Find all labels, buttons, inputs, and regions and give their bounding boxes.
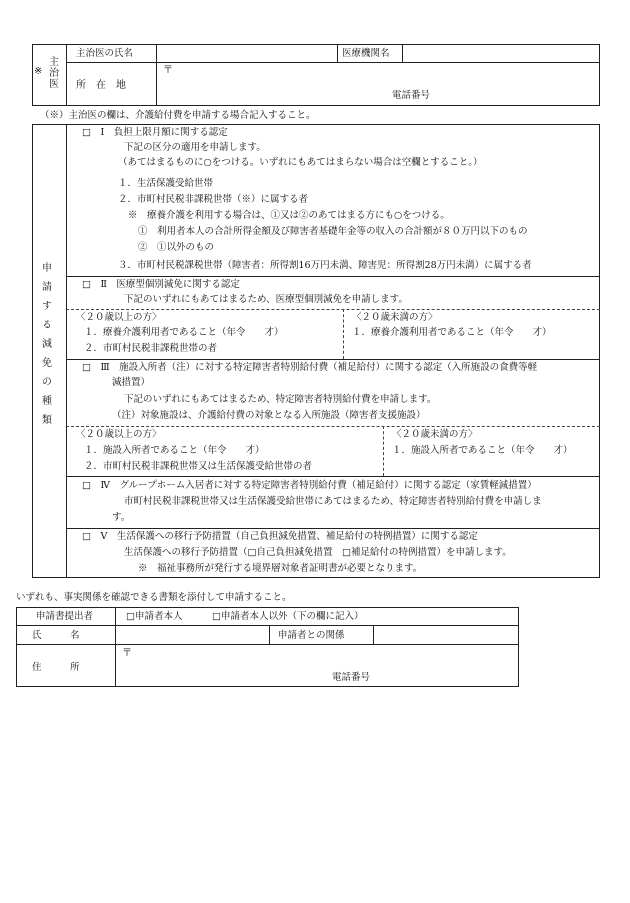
s1-heading: □ Ⅰ 負担上限月額に関する認定 (82, 127, 228, 138)
doctor-postal-mark: 〒 (163, 65, 173, 76)
s1-note: ※ 療養介護を利用する場合は、①又は②のあてはまる方にも○をつける。 (128, 210, 450, 221)
submitter-address-label: 住 所 (32, 662, 80, 673)
s3-under20: 〈２０歳未満の方〉 (392, 429, 478, 440)
doctor-institution-label: 医療機関名 (342, 48, 390, 59)
submitter-label: 申請書提出者 (36, 611, 94, 622)
s3-under20-1: １．施設入所者であること（年令 才） (392, 445, 573, 456)
s5-note: ※ 福祉事務所が発行する境界層対象者証明書が必要となります。 (138, 563, 423, 574)
doctor-side-label: 主治医 (46, 56, 58, 89)
submitter-postal-mark: 〒 (122, 648, 132, 659)
s2-over20: 〈２０歳以上の方〉 (76, 312, 162, 323)
s3-over20: 〈２０歳以上の方〉 (76, 429, 162, 440)
s1-item3: ３．市町村民税課税世帯（障害者：所得割16万円未満、障害児：所得割28万円未満）に属する者 (118, 260, 532, 271)
s5-heading: □ Ⅴ 生活保護への移行予防措置（自己負担減免措置、補足給付の特例措置）に関する認定 (82, 531, 478, 542)
s1-opt1: ① 利用者本人の合計所得金額及び障害者基礎年金等の収入の合計額が８０万円以下のもの (138, 226, 528, 237)
s1-item2: ２．市町村民税非課税世帯（※）に属する者 (118, 194, 309, 205)
s4-line2: す。 (112, 512, 131, 523)
reduction-side-label: 申請する減免の種類 (39, 262, 51, 433)
s2-under20: 〈２０歳未満の方〉 (352, 312, 438, 323)
s4-line1: 市町村民税非課税世帯又は生活保護受給世帯にあてはまるため、特定障害者特別給付費を申請しま (124, 496, 542, 507)
s1-item1: １．生活保護受給世帯 (118, 178, 214, 189)
attach-note: いずれも、事実関係を確認できる書類を添付して申請すること。 (16, 592, 292, 603)
s2-under20-1: １．療養介護利用者であること（年令 才） (352, 327, 552, 338)
doctor-name-label: 主治医の氏名 (76, 48, 134, 59)
s2-over20-1: １．療養介護利用者であること（年令 才） (84, 327, 284, 338)
s2-heading: □ Ⅱ 医療型個別減免に関する認定 (82, 279, 240, 290)
submitter-opt-self[interactable]: □申請者本人 (126, 611, 183, 622)
submitter-opt-other[interactable]: □申請者本人以外（下の欄に記入） (212, 611, 364, 622)
s3-heading: □ Ⅲ 施設入所者（注）に対する特定障害者特別給付費（補足給付）に関する認定（入所施設の食費等軽 (82, 362, 538, 373)
s3-line1: 下記のいずれにもあてはまるため、特定障害者特別給付費を申請します。 (124, 394, 437, 405)
doctor-note: （※）主治医の欄は、介護給付費を申請する場合記入すること。 (40, 110, 316, 121)
s1-line1: 下記の区分の適用を申請します。 (124, 142, 266, 153)
s3-over20-2: ２．市町村民税非課税世帯又は生活保護受給世帯の者 (84, 461, 313, 472)
doctor-phone-label: 電話番号 (392, 90, 431, 101)
s2-over20-2: ２．市町村民税非課税世帯の者 (84, 343, 218, 354)
doctor-address-label: 所 在 地 (76, 80, 126, 91)
s1-opt2: ② ①以外のもの (138, 242, 215, 253)
submitter-relation-label: 申請者との関係 (278, 630, 345, 641)
doctor-side-mark: ※ (34, 66, 43, 77)
s3-heading2: 減措置） (112, 377, 151, 388)
s2-line1: 下記のいずれにもあてはまるため、医療型個別減免を申請します。 (124, 294, 408, 305)
s4-heading: □ Ⅳ グループホーム入居者に対する特定障害者特別給付費（補足給付）に関する認定（家賃軽減措置） (82, 480, 537, 491)
s5-line1: 生活保護への移行予防措置（□自己負担減免措置 □補足給付の特例措置）を申請します。 (124, 547, 512, 558)
s3-note: （注）対象施設は、介護給付費の対象となる入所施設（障害者支援施設） (112, 410, 426, 421)
submitter-name-label: 氏 名 (32, 630, 80, 641)
submitter-phone-label: 電話番号 (332, 672, 371, 683)
s1-line2: （あてはまるものに○をつける。いずれにもあてはまらない場合は空欄とすること。） (118, 157, 483, 168)
s3-over20-1: １．施設入所者であること（年令 才） (84, 445, 265, 456)
